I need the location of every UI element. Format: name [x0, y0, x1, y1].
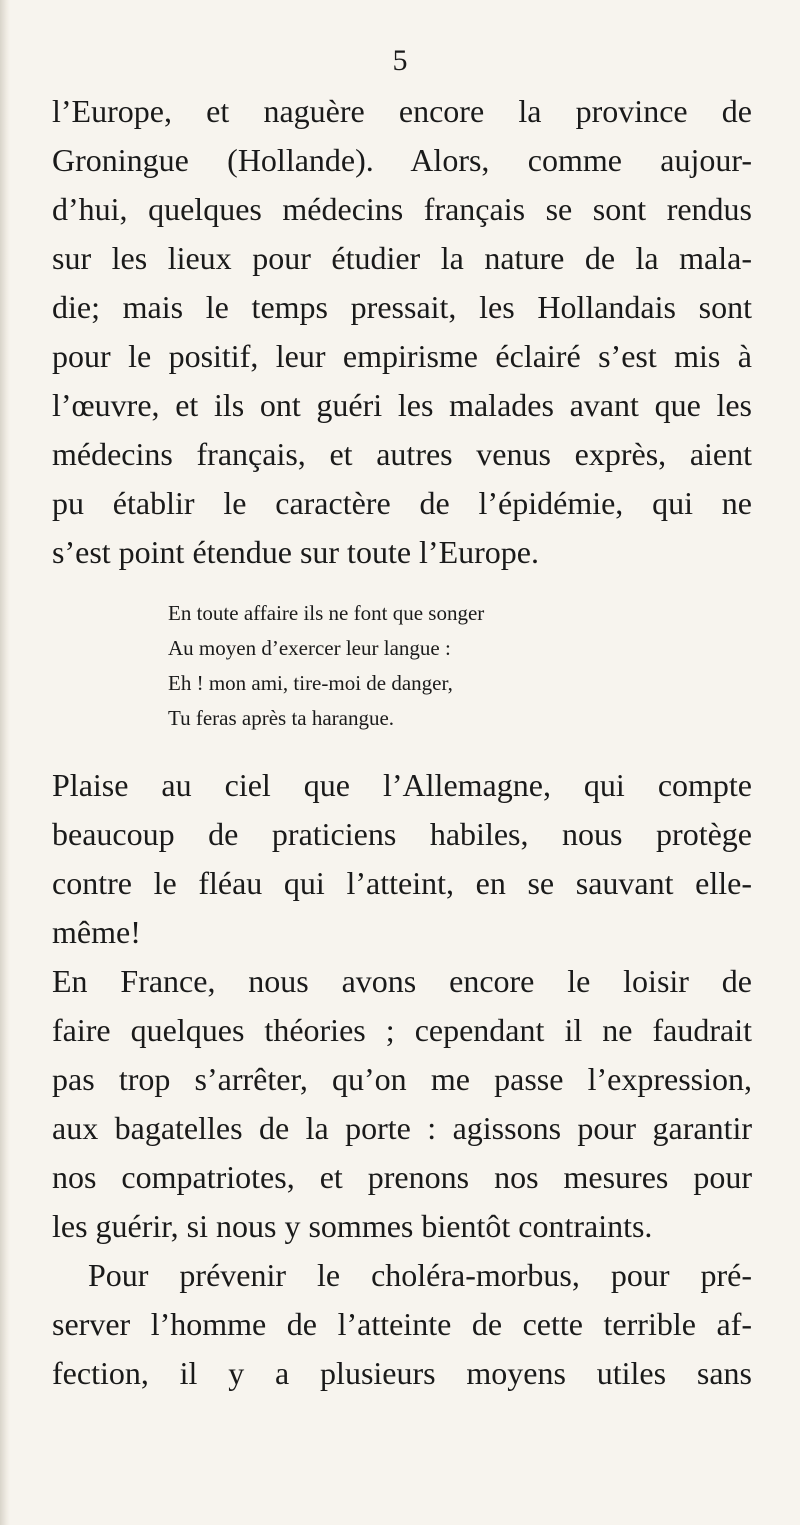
- verse-line: En toute affaire ils ne font que songer: [168, 601, 485, 625]
- text-line: Groningue (Hollande). Alors, comme aujour-: [52, 142, 752, 178]
- page-number: 5: [392, 44, 408, 77]
- text-line: les guérir, si nous y sommes bientôt contraints.: [52, 1208, 653, 1244]
- text-line: fection, il y a plusieurs moyens utiles sans: [52, 1355, 752, 1391]
- text-line: même!: [52, 914, 141, 950]
- text-line: Pour prévenir le choléra-morbus, pour pré-: [88, 1257, 752, 1293]
- text-line: pu établir le caractère de l’épidémie, qui ne: [52, 485, 752, 521]
- text-line: s’est point étendue sur toute l’Europe.: [52, 534, 539, 570]
- text-line: médecins français, et autres venus exprès, aient: [52, 436, 752, 472]
- text-line: nos compatriotes, et prenons nos mesures pour: [52, 1159, 752, 1195]
- text-line: pour le positif, leur empirisme éclairé s’est mis à: [52, 338, 752, 374]
- text-line: faire quelques théories ; cependant il ne faudrait: [52, 1012, 752, 1048]
- verse-line: Eh ! mon ami, tire-moi de danger,: [168, 671, 453, 695]
- text-line: pas trop s’arrêter, qu’on me passe l’expression,: [52, 1061, 752, 1097]
- text-line: l’Europe, et naguère encore la province de: [52, 93, 752, 129]
- text-line: d’hui, quelques médecins français se sont rendus: [52, 191, 752, 227]
- text-line: server l’homme de l’atteinte de cette terrible af-: [52, 1306, 752, 1342]
- verse-line: Tu feras après ta harangue.: [168, 706, 395, 730]
- text-line: aux bagatelles de la porte : agissons pour garantir: [52, 1110, 752, 1146]
- text-line: En France, nous avons encore le loisir de: [52, 963, 752, 999]
- page-left-edge: [0, 0, 10, 1525]
- verse-line: Au moyen d’exercer leur langue :: [168, 636, 451, 660]
- text-line: sur les lieux pour étudier la nature de la mala-: [52, 240, 752, 276]
- text-line: contre le fléau qui l’atteint, en se sauvant elle-: [52, 865, 752, 901]
- text-line: Plaise au ciel que l’Allemagne, qui compte: [52, 767, 752, 803]
- text-line: beaucoup de praticiens habiles, nous protège: [52, 816, 752, 852]
- text-line: l’œuvre, et ils ont guéri les malades avant que les: [52, 387, 752, 423]
- text-line: die; mais le temps pressait, les Hollandais sont: [52, 289, 752, 325]
